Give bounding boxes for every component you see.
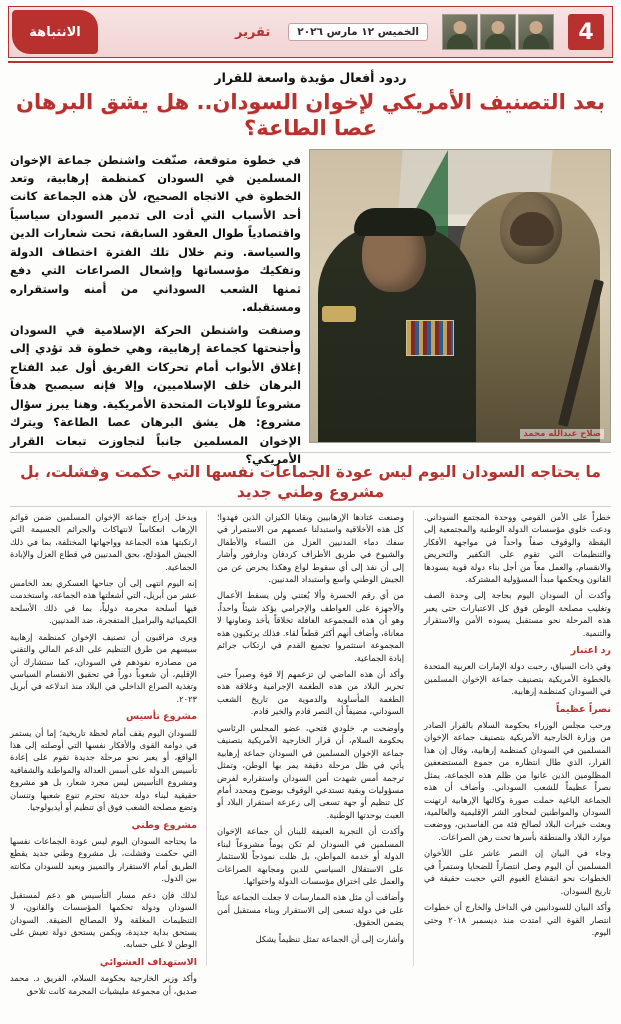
lead-paragraph: وصنفت واشنطن الحركة الإسلامية في السودان وأجنحتها كجماعة إرهابية، وهي خطوة قد تؤدي إلى إغلاق الأبواب أمام تحركات الفريق أول عبد الفتاح البرهان خلف الإسلاميين، وإلا فإنه سيصبح هدفاً مشروعاً للولايات المتحدة الأمريكية. وهنا يبرز سؤال مشروع: هل يشق البرهان عصا الطاعة؟ ويترك الإخوان المسلمين جانباً لتجاوزت تبعات القرار الأمريكي؟ <box>10 322 301 466</box>
article-paragraph: للسودان اليوم يقف أمام لحظة تاريخية؛ إما أن يستمر في دوامة القوى والأفكار نفسها التي أوصلته إلى هذا الواقع، أو يعبر نحو مرحلة جديدة تقوم على إعادة تأسيس الدولة على أسس العدالة والمواطنة والشفافية ومشروع التأسيس ليس مجرد شعار، بل هو مشروع حقيقية لبناء دولة حديثة تحترم تنوع شعبها وتنسان وتضع مصلحة الشعب فوق أي تنظيم أو أيديولوجيا. <box>10 727 197 813</box>
article-paragraph: من أي رقم الحسرة وألا يُعتني ولن يسقط الأعمال والأجهزة على العواطف والإجرامي يؤكد شيئاً واحداً، وهو أن هذه المجموعة الغافلة تخلاقاً يأخذ وتعاونها لا معاناة، وأضاف أنهم أكثر قطعاً لقاء. فذلك يرتكبون هذه المجموعة استثمروا تجميع القدم في ارتكاب جرائم إبادة الجماعية. <box>217 590 404 663</box>
article-paragraph: خطراً على الأمن القومي ووحدة المجتمع السوداني. ودعت خلوي مؤسسات الدولة الوطنية والمجتمعية إلى اليقظة والوقوف صفاً واحداً في مواجهة الأفكار والتنظيمات التي تقوم على التكفير والتحريض والانقسام، والعمل معاً من أجل بناء دولة قوية يسودها القانون ويحكمها مبدأ المسؤولية المشتركة. <box>424 511 611 584</box>
section-heading: الاستهداف العشوائي <box>99 956 197 968</box>
article-paragraph: ويرى مراقبون أن تصنيف الإخوان كمنظمة إرهابية سيسهم من طرق التنظيم على الدعم المالي والتقني من مصادره نفوذهم في السودان، كما ستشارك أن الإقليم، أن شعوباً دوراً في تحقيق الانقسام السياسي وتغذية الصراع الداخلي في البلاد منذ اندلاعه في أبريل ٢٠٢٣. <box>10 631 197 704</box>
masthead-rule <box>8 61 613 63</box>
article-paragraph: وأكدت أن السودان اليوم بحاجة إلى وحدة الصف وتغليب مصلحة الوطن فوق كل الاعتبارات حتى يعبر هذه المرحلة نحو مستقبل يسوده الأمن والاستقرار والتنمية. <box>424 590 611 638</box>
masthead-photo-strip <box>442 14 554 50</box>
column-left <box>10 511 207 996</box>
article-columns <box>10 511 611 996</box>
page-title: بعد التصنيف الأمريكي لإخوان السودان.. هل يشق البرهان عصا الطاعة؟ <box>16 90 605 141</box>
article-paragraph: ويدخل إدراج جماعة الإخوان المسلمين ضمن قوائم الإرهاب انعكاساً لانتهاكات والجرائم الجسيمة التي ارتكبتها هذه الجماعة وواجهاتها المختلفة، بما في ذلك الجيش المؤدلج، بحق المدنيين في قطاع العزل والإبادة الجماعية. <box>10 511 197 572</box>
article-paragraph: وأكد وزير الخارجية بحكومة السلام، الفريق د. محمد صديق، أن مجموعة مليشيات المجرمة كانت تلاحق <box>10 973 197 996</box>
divider <box>10 506 611 507</box>
section-heading: رد اعتبار <box>570 645 611 657</box>
portrait-icon <box>442 14 478 50</box>
lead-text <box>10 149 301 466</box>
newspaper-logo: الانتباهة <box>12 10 98 54</box>
column-middle <box>217 511 414 966</box>
article-paragraph: وفي ذات السياق، رحبت دولة الإمارات العربية المتحدة بالخطوة الأمريكية بتصنيف جماعة الإخوان المسلمين في السودان كمنظمة إرهابية. <box>424 661 611 697</box>
article-paragraph: إنه اليوم انتهى إلى أن جناحها العسكري بعد الخامس عشر من أبريل، التي أشعلتها هذه الجماعة، واستخدمت فيها أسلحة محرمة دولياً، بما في ذلك الأسلحة الكيميائية والبراميل المتفجرة، ضد المدنيين. <box>10 577 197 626</box>
article-paragraph: لذلك فإن دعم مسار التأسيس هو دعم لمستقبل السودان ودولة تحكمها المؤسسات والقانون، لا التنظيمات المغلقة ولا المصالح الضيقة. السودان يستحق بداية جديدة، ويكمن يستحق دولة تعيش على الوطن لا على حسابه. <box>10 889 197 950</box>
article-paragraph: وأشارت إلى أن الجماعة تمثل تنظيماً يشكل <box>255 933 404 944</box>
lead-block <box>10 149 611 466</box>
portrait-icon <box>480 14 516 50</box>
article-paragraph: ما يحتاجه السودان اليوم ليس عودة الجماعات نفسها التي حكمت وفشلت، بل مشروع وطني جديد يقطع الطريق أمام الاستقرار والتمييز ويعيد للسودان مكانته بين الدول. <box>10 835 197 884</box>
article-paragraph: وأكد البيان للسودانيين في الداخل والخارج أن خطوات انتصار القوة التي امتدت منذ ديسمبر ٢٠١٨ وحتى اليوم. <box>424 902 611 937</box>
kicker: ردود أفعال مؤيدة واسعة للقرار <box>214 70 407 85</box>
article-paragraph: وأضافت أن مثل هذه الممارسات لا جعلت الجماعة عبئاً على في دولة تسعى إلى الاستقرار وبناء مستقبل أمن يضمن الحقوق. <box>217 892 404 928</box>
section-heading: مشروع وطني <box>131 819 197 831</box>
portrait-icon <box>518 14 554 50</box>
masthead <box>8 6 613 58</box>
beret-icon <box>354 208 436 236</box>
article-paragraph: وأكدت أن التجربة العنيفة للبنان أن جماعة الإخوان المسلمين في السودان لم تكن يوماً مشروعاً لبناء الدولة أو خدمة المواطن، بل ظلت نموذجاً للاستثمار على الاستقلال السياسي للدين ومجابهة الصراعات والعمل على اختراق مؤسسات الدولة واحتوائها. <box>217 826 404 887</box>
soldier-face-mask <box>510 212 554 246</box>
article-paragraph: ورحب مجلس الوزراء بحكومة السلام بالقرار الصادر من وزارة الخارجية الأمريكية بتصنيف جماعة الإخوان المسلمين في السودان كمنظمة إرهابية، وقال إن هذا القرار، الذي طال انتظاره من جموع المستضعفين المظلومين الذين عانوا من ظلم هذه الجماعة، يمثل نصراً عظيماً للشعب السوداني. وأضاف أن هذه الجماعة الباغية حملت صورة وكالتها الإرهابية ارتهنت السودان والمواطنين لمحاور الشر الإقليمية والعالمية، وبعثت خيرات البلاد لصالح فئة من الفاسدين، ووضعت موارد البلاد والمنطقة بأسرها تحت رهن الصراعات. <box>424 719 611 842</box>
article-paragraph: وجاء في البيان إن النصر عاشر على اللأخوان المسلمين أن اليوم وصل انتصاراً للضحايا وستمراً في الخطوات نحو انقشاع الغيوم التي حجبت حقيقة في تاريخ السودان. <box>424 848 611 896</box>
section-heading: مشروع تأسيس <box>126 711 197 723</box>
page-number: 4 <box>568 14 604 50</box>
section-label: تقرير <box>235 24 271 40</box>
section-heading: نصراً عظيماً <box>556 703 611 715</box>
main-photo <box>309 149 611 443</box>
epaulette-icon <box>322 306 356 322</box>
issue-date: الخميس ١٢ مارس ٢٠٢٦ <box>288 23 428 41</box>
sub-headline: ما يحتاجه السودان اليوم ليس عودة الجماعات نفسها التي حكمت وفشلت، بل مشروع وطني جديد <box>20 462 601 501</box>
article-paragraph: وصنعت عتادها الإرهابيين وبقايا الكيزان الذين فهدوا؛ كل هذه الأخلاقية واستبدلنا عصمهم من الاستمرار في سفك دماء المدنيين العزل من النساء والأطفال والشيوخ في طريق الأطراف كردفان ودارفور وأشار إلى أن نفذ إلى أي سقوط لواع وهكذا يحرص عن من الجيش الوطني واسع واستبداد المدنيين. <box>217 511 404 584</box>
photo-caption: صلاح عبدالله محمد <box>520 429 604 439</box>
lead-paragraph: في خطوة متوقعة، صنّفت واشنطن جماعة الإخوان المسلمين في السودان كمنظمة إرهابية، وتعد الخطوة في الاتجاه الصحيح، لأن هذه الجماعة كانت أحد الأسباب التي أدت الى تدمير السودان سياسياً واقتصادياً طوال العقود السابقة، تحت شعارات الدين والسياسة. وتم خلال تلك الفترة اختطاف الدولة وتفكيك مؤسساتها وإشعال الصراعات التي دفع ثمنها الشعب السوداني من أمنه واستقراره ومستقبله. <box>10 152 301 315</box>
column-right <box>424 511 611 966</box>
article-paragraph: وأوضحت م. خلودي فتحي، عضو المجلس الرئاسي بحكومة السلام، أن قرار الخارجية الأمريكية بتصنيف جماعة الإخوان المسلمين في السودان جماعة إرهابية يأتي في ظل مرحلة دقيقة يمر بها الوطن، وتمثل ترجمة أمس شهدت أمن السودان واستقراره لفرض مسؤوليات وبقية تستدعي الوقوف بوضوح ومحدد أمام كل تنظيم أو جهة تسعى إلى زعزعة استقرار البلاد أو العبث بوحدتها الوطنية. <box>217 722 404 820</box>
article-paragraph: وأكد أن هذه الماضي لن تزعمهم إلا قوة وصبراً حتى تحرير البلاد من هذه الطغمة الإجرامية وعلاقة هذه الطغمة المأساوية والدموية من تاريخ الشعب السوداني، مضيفاً أن النصر قادم والخير قادم. <box>217 669 404 717</box>
medals-icon <box>406 320 454 356</box>
